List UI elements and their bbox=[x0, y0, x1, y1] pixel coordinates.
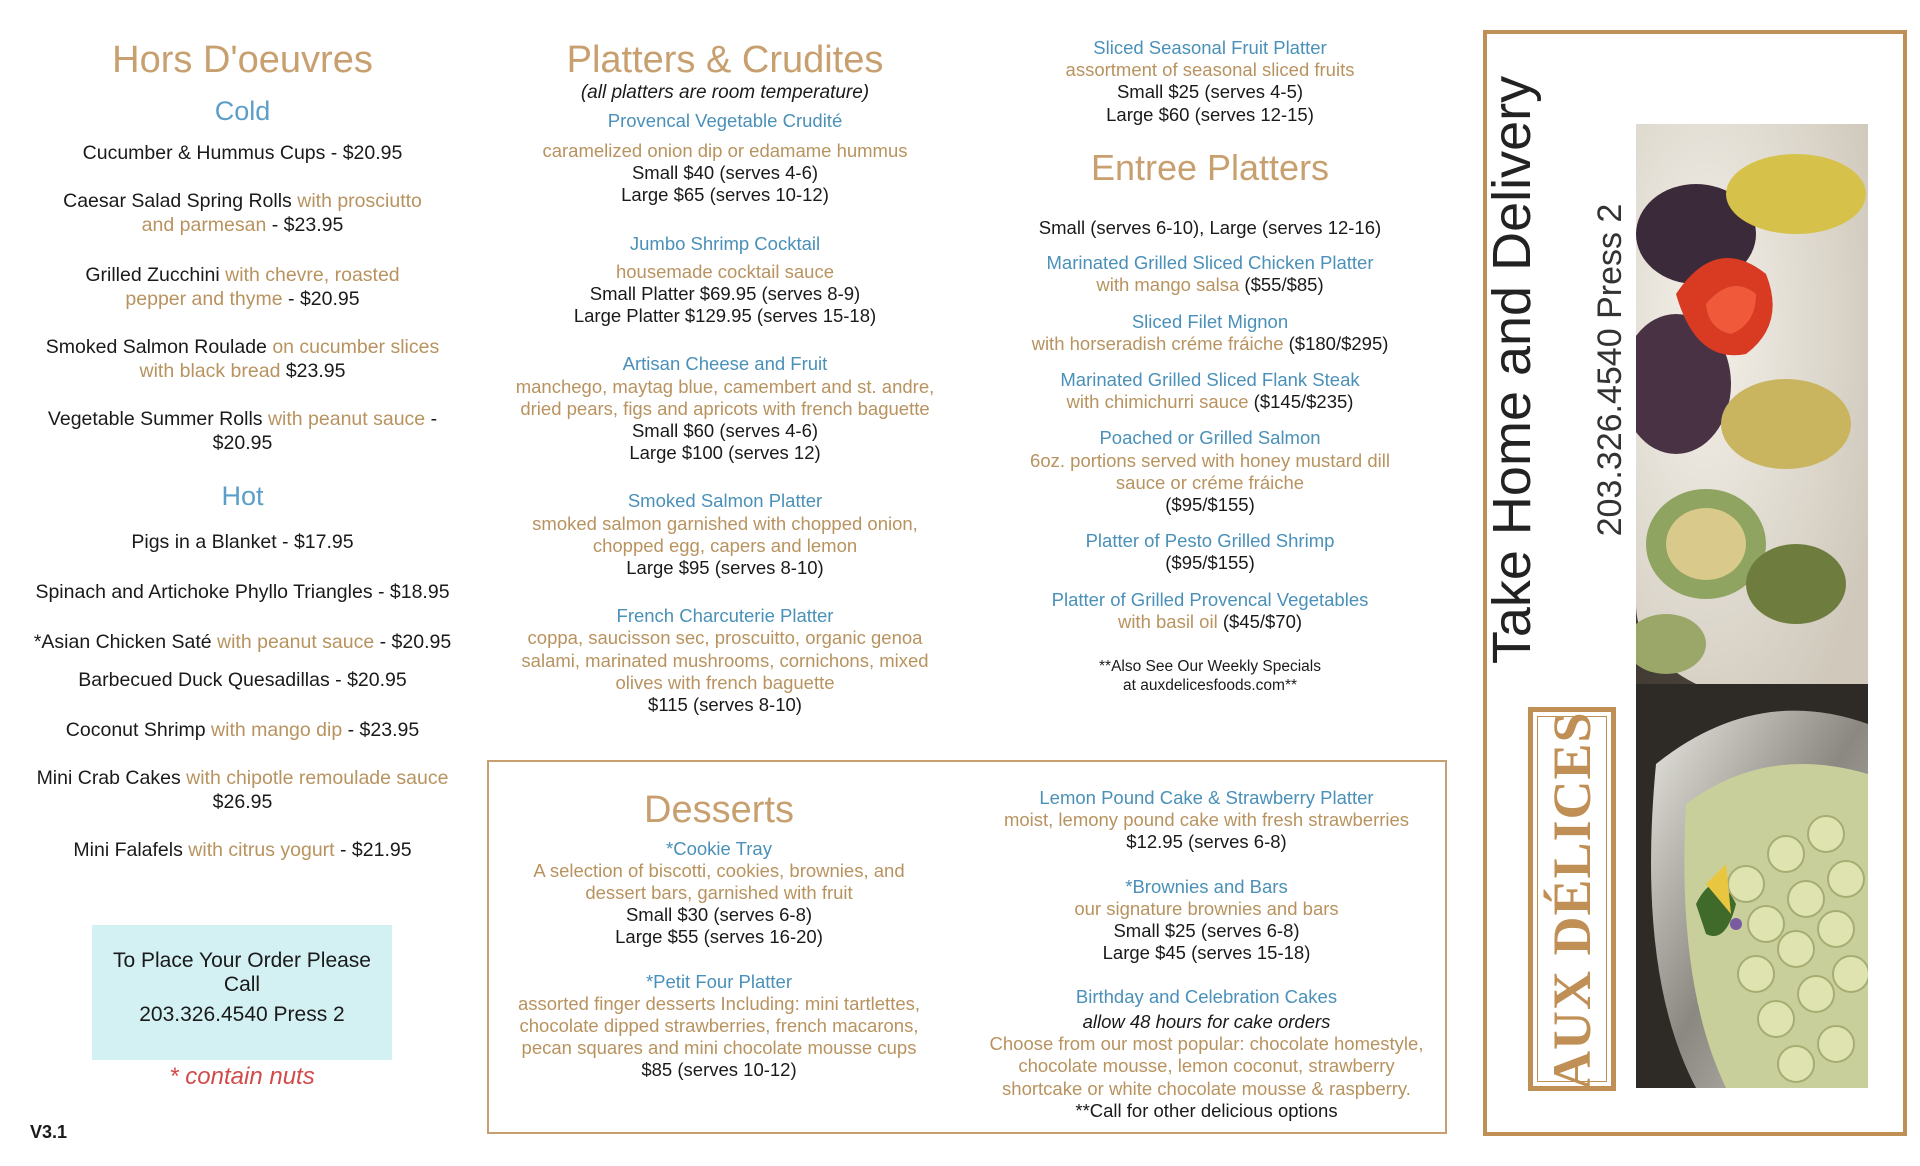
entree-item-name: Platter of Pesto Grilled Shrimp bbox=[1085, 530, 1335, 552]
dessert-left-list bbox=[509, 838, 929, 1082]
hors-item bbox=[20, 838, 465, 862]
menu-item-price: $115 (serves 8-10) bbox=[648, 694, 802, 716]
order-box bbox=[92, 925, 392, 1060]
specials-line1: **Also See Our Weekly Specials bbox=[1099, 658, 1321, 676]
hors-item-desc: with peanut sauce bbox=[267, 407, 426, 430]
hors-item bbox=[20, 407, 465, 455]
fruit-name: Sliced Seasonal Fruit Platter bbox=[1093, 37, 1327, 58]
entree-item-desc: with basil oil bbox=[1117, 610, 1218, 632]
menu-item-desc: coppa, saucisson sec, proscuitto, organic genoa salami, marinated mushrooms, cornichons, mixed olives with french baguette bbox=[521, 627, 929, 693]
menu-item-name: Jumbo Shrimp Cocktail bbox=[629, 232, 821, 254]
food-photo bbox=[1636, 124, 1868, 1088]
weekly-specials-note bbox=[1000, 657, 1420, 695]
entree-title: Entree Platters bbox=[1090, 146, 1330, 188]
entree-item-name: Marinated Grilled Sliced Chicken Platter bbox=[1046, 252, 1374, 274]
entree-item-detail bbox=[1000, 552, 1420, 574]
hors-item bbox=[20, 189, 465, 237]
cakes-call: **Call for other delicious options bbox=[1075, 1100, 1338, 1122]
hors-item-price: $26.95 bbox=[212, 790, 273, 813]
nuts-note: * contain nuts bbox=[169, 1063, 315, 1090]
menu-item-price: Small $40 (serves 4-6) bbox=[631, 162, 819, 184]
aux-delices-logo bbox=[1528, 707, 1616, 1091]
hors-item-name: Cucumber & Hummus Cups - $20.95 bbox=[82, 141, 403, 164]
hors-item-name: *Asian Chicken Saté bbox=[33, 630, 217, 653]
hors-item-name: Vegetable Summer Rolls bbox=[47, 407, 268, 430]
hors-column bbox=[20, 38, 465, 862]
menu-item-name: *Petit Four Platter bbox=[645, 970, 792, 992]
menu-item-price: Small $60 (serves 4-6) bbox=[631, 420, 819, 442]
fruit-price-large: Large $60 (serves 12-15) bbox=[1106, 103, 1314, 125]
menu-item-price: Large $95 (serves 8-10) bbox=[626, 557, 824, 579]
cover-title bbox=[1482, 70, 1542, 670]
hors-title: Hors D'oeuvres bbox=[112, 39, 373, 81]
entree-item bbox=[1000, 369, 1420, 413]
hors-item-price: - $20.95 bbox=[374, 630, 452, 653]
hors-item bbox=[20, 530, 465, 554]
version-label: V3.1 bbox=[30, 1122, 68, 1142]
cover-phone bbox=[1590, 170, 1630, 570]
hors-item-desc: with chevre, roasted pepper and thyme bbox=[125, 263, 400, 310]
specials-line2: at auxdelicesfoods.com** bbox=[1122, 677, 1298, 695]
hors-item-price: - $23.95 bbox=[342, 718, 420, 741]
hors-item-name: Barbecued Duck Quesadillas - $20.95 bbox=[78, 668, 407, 691]
menu-item bbox=[979, 787, 1434, 854]
hors-item bbox=[20, 630, 465, 654]
menu-item bbox=[979, 876, 1434, 965]
desserts-right bbox=[979, 787, 1434, 1123]
fruit-price-small: Small $25 (serves 4-5) bbox=[1116, 81, 1304, 103]
menu-item-desc: smoked salmon garnished with chopped onion, chopped egg, capers and lemon bbox=[532, 512, 918, 556]
hors-item bbox=[20, 766, 465, 814]
menu-item-name: *Cookie Tray bbox=[666, 837, 772, 859]
menu-item bbox=[509, 971, 929, 1082]
hors-item bbox=[20, 263, 465, 311]
menu-item-desc: our signature brownies and bars bbox=[1074, 897, 1339, 919]
menu-item-desc: A selection of biscotti, cookies, brownies, and dessert bars, garnished with fruit bbox=[533, 859, 905, 903]
hors-item-desc: with prosciutto and parmesan bbox=[141, 189, 422, 236]
hors-item-price: - $20.95 bbox=[282, 287, 360, 310]
menu-item-price: Large $65 (serves 10-12) bbox=[621, 184, 829, 206]
food-photo-image bbox=[1636, 124, 1868, 1088]
desserts-box bbox=[487, 760, 1447, 1134]
hors-item-desc: with citrus yogurt bbox=[188, 838, 335, 861]
menu-item-desc: assorted finger desserts Including: mini tartlettes, chocolate dipped strawberries, french macarons, pecan squares and mini chocolate mousse cups bbox=[517, 992, 921, 1059]
menu-item-desc: manchego, maytag blue, camembert and st. andre, dried pears, figs and apricots with french baguette bbox=[515, 375, 935, 419]
fruit-desc: assortment of seasonal sliced fruits bbox=[1065, 59, 1355, 81]
cover-title-text: Take Home and Delivery bbox=[1482, 75, 1542, 665]
hors-item-name: Mini Falafels bbox=[73, 838, 189, 861]
cakes-item bbox=[979, 986, 1434, 1122]
entree-item-price: ($95/$155) bbox=[1165, 552, 1255, 574]
entree-item-price: ($145/$235) bbox=[1248, 391, 1354, 413]
entree-sizes: Small (serves 6-10), Large (serves 12-16) bbox=[1038, 217, 1382, 238]
desserts-title: Desserts bbox=[644, 789, 794, 831]
entree-item-price: ($95/$155) bbox=[1165, 494, 1255, 516]
entree-column bbox=[1000, 37, 1420, 695]
platters-title: Platters & Crudites bbox=[566, 39, 884, 81]
entree-list bbox=[1000, 252, 1420, 633]
hors-item-desc: with mango dip bbox=[211, 718, 343, 741]
hors-item-name: Spinach and Artichoke Phyllo Triangles - $18.95 bbox=[35, 580, 450, 603]
menu-item-price: $85 (serves 10-12) bbox=[641, 1059, 797, 1081]
fruit-platter bbox=[1000, 37, 1420, 126]
entree-item-desc: with chimichurri sauce bbox=[1066, 391, 1249, 413]
menu-item-name: Provencal Vegetable Crudité bbox=[607, 109, 843, 131]
entree-item-detail bbox=[1000, 274, 1420, 296]
logo-text-value: AUX DÉLICES bbox=[1542, 711, 1602, 1090]
menu-item-name: French Charcuterie Platter bbox=[616, 605, 834, 627]
hors-item-name: Smoked Salmon Roulade bbox=[45, 335, 273, 358]
menu-item-price: Large $55 (serves 16-20) bbox=[615, 926, 823, 948]
hors-item-price: - $21.95 bbox=[334, 838, 412, 861]
entree-item-name: Platter of Grilled Provencal Vegetables bbox=[1051, 588, 1369, 610]
entree-item-detail bbox=[1000, 450, 1420, 517]
platter-list bbox=[505, 110, 945, 716]
order-line1: To Place Your Order Please Call bbox=[113, 949, 371, 996]
hors-item-desc: with chipotle remoulade sauce bbox=[186, 766, 449, 789]
hors-item-name: Coconut Shrimp bbox=[65, 718, 212, 741]
entree-item-name: Marinated Grilled Sliced Flank Steak bbox=[1060, 369, 1360, 391]
menu-item bbox=[505, 353, 945, 464]
entree-item-price: ($180/$295) bbox=[1283, 332, 1389, 354]
dessert-right-list bbox=[979, 787, 1434, 964]
cold-list bbox=[20, 141, 465, 455]
entree-item-name: Sliced Filet Mignon bbox=[1131, 310, 1289, 332]
entree-item bbox=[1000, 252, 1420, 296]
order-phone: 203.326.4540 Press 2 bbox=[139, 1003, 345, 1026]
entree-item-detail bbox=[1000, 611, 1420, 633]
hors-item bbox=[20, 335, 465, 383]
desserts-left bbox=[509, 788, 929, 1082]
hors-item bbox=[20, 668, 465, 692]
menu-item-price: Small Platter $69.95 (serves 8-9) bbox=[589, 283, 861, 305]
hors-item-desc: on cucumber slices with black bread bbox=[139, 335, 440, 382]
cover-phone-text: 203.326.4540 Press 2 bbox=[1591, 203, 1629, 537]
cold-title: Cold bbox=[214, 95, 271, 126]
entree-item bbox=[1000, 589, 1420, 633]
menu-item-name: Artisan Cheese and Fruit bbox=[622, 353, 828, 375]
menu-item-price: Large $45 (serves 15-18) bbox=[1102, 942, 1311, 964]
hors-item bbox=[20, 141, 465, 165]
logo-text bbox=[1535, 711, 1609, 1090]
menu-item-desc: housemade cocktail sauce bbox=[615, 260, 835, 282]
hors-item-name: Caesar Salad Spring Rolls bbox=[63, 189, 298, 212]
entree-item-desc: with mango salsa bbox=[1096, 274, 1240, 296]
menu-item bbox=[505, 605, 945, 716]
hors-item-name: Mini Crab Cakes bbox=[36, 766, 187, 789]
menu-item-desc: caramelized onion dip or edamame hummus bbox=[542, 140, 908, 161]
hors-item-price: - $20.95 bbox=[212, 407, 438, 454]
menu-item-name: Lemon Pound Cake & Strawberry Platter bbox=[1039, 787, 1374, 808]
entree-item-detail bbox=[1000, 333, 1420, 355]
hors-item bbox=[20, 580, 465, 604]
entree-item-desc: with horseradish créme fráiche bbox=[1031, 332, 1284, 354]
menu-item-desc: moist, lemony pound cake with fresh strawberries bbox=[1003, 809, 1410, 831]
cakes-name: Birthday and Celebration Cakes bbox=[1075, 986, 1338, 1008]
hors-item-price: $23.95 bbox=[280, 359, 346, 382]
hors-item bbox=[20, 718, 465, 742]
menu-item bbox=[505, 110, 945, 207]
menu-item-price: Small $30 (serves 6-8) bbox=[625, 904, 813, 926]
entree-item-name: Poached or Grilled Salmon bbox=[1099, 427, 1321, 449]
hors-item-name: Grilled Zucchini bbox=[85, 263, 226, 286]
entree-item bbox=[1000, 311, 1420, 355]
entree-item bbox=[1000, 427, 1420, 516]
menu-item-name: Smoked Salmon Platter bbox=[627, 490, 823, 512]
entree-item bbox=[1000, 530, 1420, 574]
cakes-note: allow 48 hours for cake orders bbox=[1082, 1010, 1331, 1032]
hot-title: Hot bbox=[221, 480, 264, 511]
hot-list bbox=[20, 530, 465, 862]
menu-item-price: Large $100 (serves 12) bbox=[629, 442, 821, 464]
hors-item-price: - $23.95 bbox=[266, 213, 344, 236]
cakes-desc: Choose from our most popular: chocolate homestyle, chocolate mousse, lemon coconut, strawberry shortcake or white chocolate mousse & raspberry. bbox=[989, 1032, 1424, 1099]
hors-item-name: Pigs in a Blanket - $17.95 bbox=[131, 530, 354, 553]
platters-subtitle: (all platters are room temperature) bbox=[580, 81, 870, 103]
menu-item-name: *Brownies and Bars bbox=[1125, 875, 1288, 897]
entree-item-price: ($55/$85) bbox=[1239, 274, 1324, 296]
menu-item bbox=[509, 838, 929, 949]
menu-item-price: Large Platter $129.95 (serves 15-18) bbox=[573, 305, 877, 327]
menu-item bbox=[505, 233, 945, 328]
entree-item-desc: 6oz. portions served with honey mustard dill sauce or créme fráiche bbox=[1030, 449, 1390, 493]
hors-item-desc: with peanut sauce bbox=[217, 630, 375, 653]
menu-item-price: Small $25 (serves 6-8) bbox=[1113, 920, 1300, 942]
entree-item-detail bbox=[1000, 391, 1420, 413]
entree-item-price: ($45/$70) bbox=[1217, 610, 1303, 632]
platters-column bbox=[505, 38, 945, 716]
menu-item-price: $12.95 (serves 6-8) bbox=[1126, 831, 1287, 853]
menu-item bbox=[505, 490, 945, 579]
